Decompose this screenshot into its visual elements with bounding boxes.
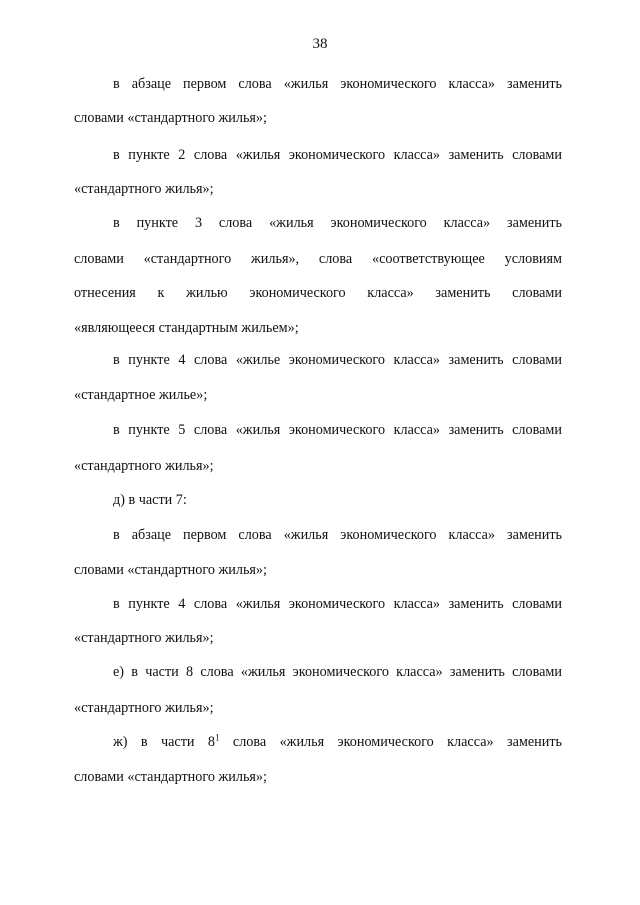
text-segment: слова «жилья экономического класса» заменить	[219, 734, 563, 750]
page-number: 38	[312, 36, 328, 52]
text-line: в пункте 2 слова «жилья экономического класса» заменить словами	[113, 147, 562, 163]
text-line: «являющееся стандартным жильем»;	[74, 320, 299, 336]
text-line: словами «стандартного жилья», слова «соответствующее условиям	[74, 251, 562, 267]
text-line: в пункте 4 слова «жилье экономического класса» заменить словами	[113, 352, 562, 368]
text-line: «стандартного жилья»;	[74, 458, 214, 474]
text-line: в пункте 3 слова «жилья экономического класса» заменить	[113, 215, 562, 231]
superscript: 1	[215, 732, 220, 743]
text-line: в абзаце первом слова «жилья экономического класса» заменить	[113, 527, 562, 543]
text-line: словами «стандартного жилья»;	[74, 562, 267, 578]
text-segment: ж) в части 8	[113, 734, 216, 750]
text-line: «стандартное жилье»;	[74, 387, 208, 403]
text-line: отнесения к жилью экономического класса» заменить словами	[74, 285, 562, 301]
text-line: «стандартного жилья»;	[74, 181, 214, 197]
text-line: в пункте 4 слова «жилья экономического класса» заменить словами	[113, 596, 562, 612]
text-line: словами «стандартного жилья»;	[74, 769, 267, 785]
text-line: «стандартного жилья»;	[74, 700, 214, 716]
text-line: «стандартного жилья»;	[74, 630, 214, 646]
text-line: е) в части 8 слова «жилья экономического класса» заменить словами	[113, 664, 562, 680]
text-line: д) в части 7:	[113, 492, 187, 508]
text-line: словами «стандартного жилья»;	[74, 110, 267, 126]
text-line: в абзаце первом слова «жилья экономического класса» заменить	[113, 76, 562, 92]
text-line: в пункте 5 слова «жилья экономического класса» заменить словами	[113, 422, 562, 438]
text-line	[113, 733, 562, 751]
